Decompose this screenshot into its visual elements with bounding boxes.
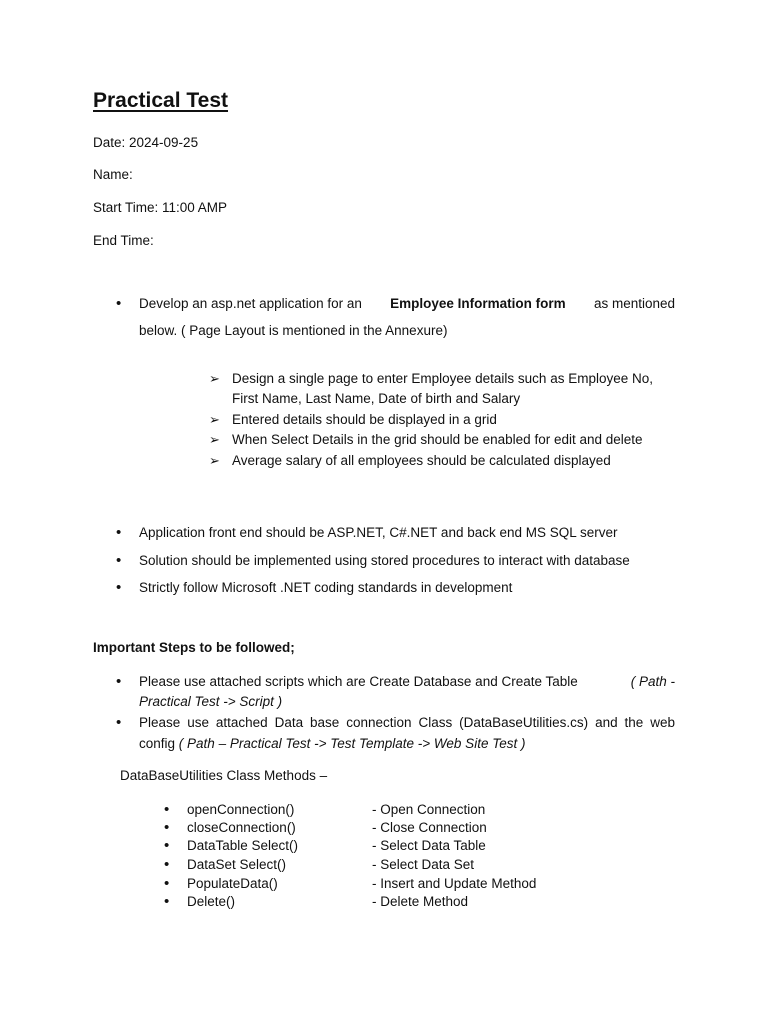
bullet-icon: • [116,579,122,596]
date-field: Date: 2024-09-25 [93,135,199,150]
bullet-icon: • [164,801,170,818]
steps-heading: Important Steps to be followed; [93,640,295,655]
bullet2-item-1: Application front end should be ASP.NET, C#.NET and back end MS SQL server [139,525,618,540]
method-desc: - Select Data Set [372,857,475,872]
bullet-icon: • [164,875,170,892]
methods-heading: DataBaseUtilities Class Methods – [120,768,328,783]
bullet-icon: • [164,856,170,873]
subitem-1-line1: Design a single page to enter Employee details such as Employee No, [232,371,653,386]
arrow-bullet-icon: ➢ [209,412,220,427]
start-time-field: Start Time: 11:00 AMP [93,200,228,215]
item1-bold: Employee Information form [390,296,566,311]
step1-path-end: Practical Test -> Script ) [139,694,283,709]
bullet-icon: • [116,295,122,312]
step1-line1 [139,674,675,689]
arrow-bullet-icon: ➢ [209,432,220,447]
method-name: Delete() [187,894,236,909]
bullet-icon: • [116,552,122,569]
step2-path: ( Path – Practical Test -> Test Template -> Web Site Test ) [178,736,526,751]
bullet-icon: • [116,714,122,731]
bullet2-item-3: Strictly follow Microsoft .NET coding standards in development [139,580,513,595]
bullet-icon: • [116,524,122,541]
item1-line2: below. ( Page Layout is mentioned in the Annexure) [139,323,448,338]
method-desc: - Insert and Update Method [372,876,537,891]
method-desc: - Select Data Table [372,838,486,853]
method-desc: - Delete Method [372,894,469,909]
step2-prefix: config [139,736,176,751]
arrow-bullet-icon: ➢ [209,453,220,468]
method-desc: - Close Connection [372,820,487,835]
item1-prefix: Develop an asp.net application for an [139,296,362,311]
bullet-icon: • [164,837,170,854]
step1-text: Please use attached scripts which are Create Database and Create Table [139,674,578,689]
method-desc: - Open Connection [372,802,486,817]
item1-line1 [139,296,675,311]
bullet-icon: • [116,673,122,690]
step1-path-start: ( Path - [630,674,675,689]
method-name: DataSet Select() [187,857,287,872]
method-name: openConnection() [187,802,295,817]
end-time-field: End Time: [93,233,154,248]
step2-line1: Please use attached Data base connection Class (DataBaseUtilities.cs) and the web [139,715,675,730]
step2-line2 [139,736,525,751]
name-field: Name: [93,167,133,182]
method-name: DataTable Select() [187,838,299,853]
arrow-bullet-icon: ➢ [209,371,220,386]
subitem-1-line2: First Name, Last Name, Date of birth and Salary [232,391,521,406]
bullet-icon: • [164,819,170,836]
bullet2-item-2: Solution should be implemented using stored procedures to interact with database [139,553,630,568]
method-name: PopulateData() [187,876,278,891]
subitem-4: Average salary of all employees should be calculated displayed [232,453,611,468]
method-name: closeConnection() [187,820,296,835]
subitem-2: Entered details should be displayed in a grid [232,412,497,427]
bullet-icon: • [164,893,170,910]
subitem-3: When Select Details in the grid should be enabled for edit and delete [232,432,643,447]
page-title: Practical Test [93,89,229,112]
item1-suffix: as mentioned [593,296,675,311]
